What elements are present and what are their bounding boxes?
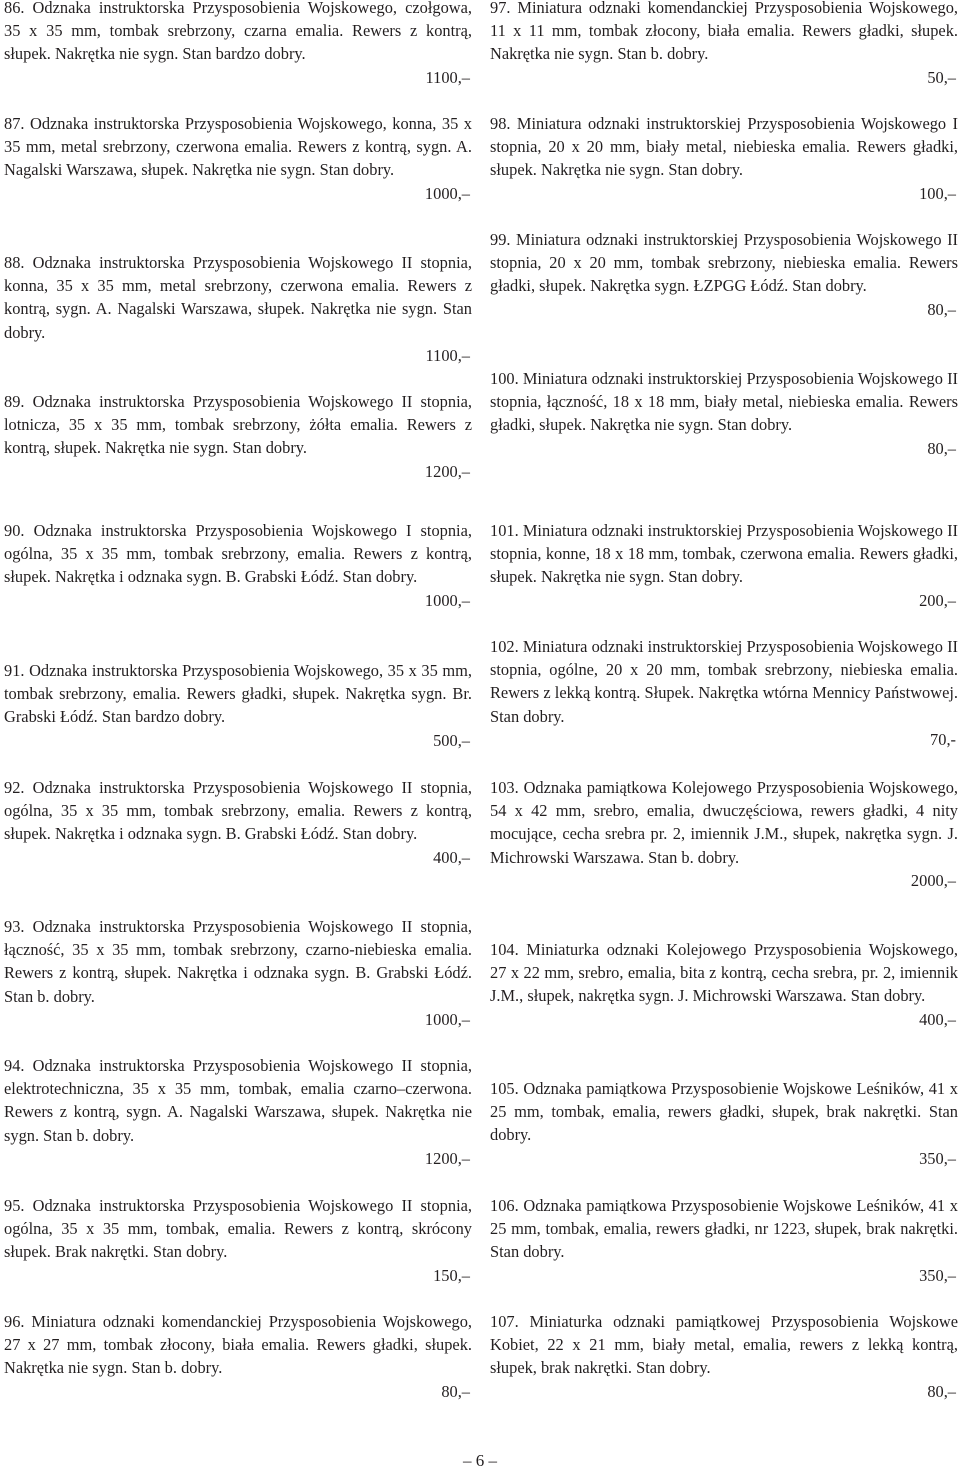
entry-description: 91. Odznaka instruktorska Przysposobienia Wojskowego, 35 x 35 mm, tombak srebrzony, emalia. Rewers gładki, słupek. Nakrętka sygn. Br. Grabski Łódź. Stan bardzo dobry.: [4, 661, 472, 727]
entry-price: 1100,–: [425, 345, 470, 365]
entry-price: 1200,–: [424, 1148, 470, 1168]
entry-description: 107. Miniaturka odznaki pamiątkowej Przysposobienia Wojskowe Kobiet, 22 x 21 mm, biały metal, emalia, rewers z lekką kontrą, słupek, brak nakrętki. Stan dobry.: [490, 1312, 958, 1378]
catalog-entry-95: [4, 1194, 472, 1287]
page-number: – 6 –: [463, 1451, 497, 1470]
catalog-entry-102: [490, 635, 958, 751]
catalog-entry-104: [490, 938, 958, 1031]
entry-description: 98. Miniatura odznaki instruktorskiej Przysposobienia Wojskowego I stopnia, 20 x 20 mm, biały metal, niebieska emalia. Rewers gładki, słupek. Nakrętka nie sygn. Stan dobry.: [490, 114, 958, 180]
entry-price: 350,–: [919, 1148, 956, 1168]
entry-description: 100. Miniatura odznaki instruktorskiej Przysposobienia Wojskowego II stopnia, łączność, 18 x 18 mm, biały metal, niebieska emalia. Rewers gładki, słupek. Nakrętka nie sygn. Stan dobry.: [490, 369, 958, 435]
entry-price: 400,–: [919, 1009, 956, 1029]
catalog-entry-93: [4, 915, 472, 1031]
entry-price: 400,–: [433, 847, 470, 867]
entry-price: 1200,–: [424, 461, 470, 481]
entry-description: 106. Odznaka pamiątkowa Przysposobienie Wojskowe Leśników, 41 x 25 mm, tombak, emalia, rewers gładki, nr 1223, słupek, brak nakrętki. Stan dobry.: [490, 1196, 958, 1262]
entry-price: 500,–: [433, 730, 470, 750]
entry-description: 104. Miniaturka odznaki Kolejowego Przysposobienia Wojskowego, 27 x 22 mm, srebro, emalia, bita z kontrą, cecha srebra, pr. 2, imiennik J.M., słupek, nakrętka sygn. J. Michrowski Warszawa. Stan dobry.: [490, 940, 958, 1006]
entry-description: 89. Odznaka instruktorska Przysposobienia Wojskowego II stopnia, lotnicza, 35 x 35 mm, tombak srebrzony, żółta emalia. Rewers z kontrą, słupek. Nakrętka nie sygn. Stan dobry.: [4, 392, 472, 458]
catalog-entry-91: [4, 659, 472, 752]
catalog-entry-87: [4, 112, 472, 205]
catalog-entry-89: [4, 390, 472, 483]
entry-price: 80,–: [927, 1381, 956, 1401]
entry-price: 2000,–: [910, 870, 956, 890]
entry-description: 95. Odznaka instruktorska Przysposobienia Wojskowego II stopnia, ogólna, 35 x 35 mm, tombak, emalia. Rewers z kontrą, skrócony słupek. Brak nakrętki. Stan dobry.: [4, 1196, 472, 1262]
entry-price: 1000,–: [424, 1009, 470, 1029]
entry-price: 50,–: [927, 67, 956, 87]
entry-price: 1100,–: [425, 67, 470, 87]
entry-description: 93. Odznaka instruktorska Przysposobienia Wojskowego II stopnia, łączność, 35 x 35 mm, tombak srebrzony, czarno-niebieska emalia. Rewers z kontrą, słupek. Nakrętka i odznaka sygn. B. Grabski Łódź. Stan b. dobry.: [4, 917, 472, 1006]
entry-description: 101. Miniatura odznaki instruktorskiej Przysposobienia Wojskowego II stopnia, konne, 18 x 18 mm, tombak, czerwona emalia. Rewers gładki, słupek. Nakrętka nie sygn. Stan dobry.: [490, 521, 958, 587]
entry-price: 150,–: [433, 1265, 470, 1285]
entry-price: 200,–: [919, 590, 956, 610]
catalog-entry-103: [490, 776, 958, 892]
entry-description: 86. Odznaka instruktorska Przysposobienia Wojskowego, czołgowa, 35 x 35 mm, tombak srebrzony, czarna emalia. Rewers z kontrą, słupek. Nakrętka nie sygn. Stan bardzo dobry.: [4, 0, 472, 64]
catalog-entry-96: [4, 1310, 472, 1403]
entry-price: 1000,–: [424, 183, 470, 203]
catalog-entry-107: [490, 1310, 958, 1403]
entry-price: 1000,–: [424, 590, 470, 610]
entry-description: 96. Miniatura odznaki komendanckiej Przysposobienia Wojskowego, 27 x 27 mm, tombak złocony, biała emalia. Rewers gładki, słupek. Nakrętka nie sygn. Stan b. dobry.: [4, 1312, 472, 1378]
catalog-entry-101: [490, 519, 958, 612]
entry-price: 70,-: [930, 729, 956, 749]
entry-description: 88. Odznaka instruktorska Przysposobienia Wojskowego II stopnia, konna, 35 x 35 mm, metal srebrzony, czerwona emalia. Rewers z kontrą, sygn. A. Nagalski Warszawa, słupek. Nakrętka nie sygn. Stan dobry.: [4, 253, 472, 342]
entry-description: 102. Miniatura odznaki instruktorskiej Przysposobienia Wojskowego II stopnia, ogólne, 20 x 20 mm, tombak srebrzony, niebieska emalia. Rewers z lekką kontrą. Słupek. Nakrętka wtórna Mennicy Państwowej. Stan dobry.: [490, 637, 958, 726]
entry-description: 94. Odznaka instruktorska Przysposobienia Wojskowego II stopnia, elektrotechniczna, 35 x 35 mm, tombak, emalia czarno–czerwona. Rewers z kontrą, sygn. A. Nagalski Warszawa, słupek. Nakrętka nie sygn. Stan b. dobry.: [4, 1056, 472, 1145]
entry-description: 87. Odznaka instruktorska Przysposobienia Wojskowego, konna, 35 x 35 mm, metal srebrzony, czerwona emalia. Rewers z kontrą, sygn. A. Nagalski Warszawa, słupek. Nakrętka nie sygn. Stan dobry.: [4, 114, 472, 180]
catalog-entry-94: [4, 1054, 472, 1170]
entry-description: 105. Odznaka pamiątkowa Przysposobienie Wojskowe Leśników, 41 x 25 mm, tombak, emalia, rewers gładki, słupek, brak nakrętki. Stan dobry.: [490, 1079, 958, 1145]
entry-price: 350,–: [919, 1265, 956, 1285]
entry-price: 80,–: [441, 1381, 470, 1401]
catalog-entry-105: [490, 1077, 958, 1170]
catalog-entry-99: [490, 228, 958, 321]
entry-description: 92. Odznaka instruktorska Przysposobienia Wojskowego II stopnia, ogólna, 35 x 35 mm, tombak srebrzony, emalia. Rewers z kontrą, słupek. Nakrętka i odznaka sygn. B. Grabski Łódź. Stan dobry.: [4, 778, 472, 844]
entry-description: 99. Miniatura odznaki instruktorskiej Przysposobienia Wojskowego II stopnia, 20 x 20 mm, tombak srebrzony, niebieska emalia. Rewers gładki, słupek. Nakrętka sygn. ŁZPGG Łódź. Stan dobry.: [490, 230, 958, 296]
entry-price: 100,–: [919, 183, 956, 203]
entry-description: 103. Odznaka pamiątkowa Kolejowego Przysposobienia Wojskowego, 54 x 42 mm, srebro, emalia, dwuczęściowa, rewers gładki, 4 nity mocujące, cecha srebra pr. 2, imiennik J.M., słupek, nakrętka sygn. J. Michrowski Warszawa. Stan b. dobry.: [490, 778, 958, 867]
entry-price: 80,–: [927, 299, 956, 319]
catalog-entry-100: [490, 367, 958, 460]
catalog-entry-98: [490, 112, 958, 205]
catalog-entry-92: [4, 776, 472, 869]
entry-price: 80,–: [927, 438, 956, 458]
catalog-entry-97: [490, 0, 958, 89]
catalog-entry-86: [4, 0, 472, 89]
entry-description: 90. Odznaka instruktorska Przysposobienia Wojskowego I stopnia, ogólna, 35 x 35 mm, tombak srebrzony, emalia. Rewers z kontrą, słupek. Nakrętka i odznaka sygn. B. Grabski Łódź. Stan dobry.: [4, 521, 472, 587]
catalog-entry-106: [490, 1194, 958, 1287]
catalog-entry-88: [4, 251, 472, 367]
entry-description: 97. Miniatura odznaki komendanckiej Przysposobienia Wojskowego, 11 x 11 mm, tombak złocony, biała emalia. Rewers gładki, słupek. Nakrętka nie sygn. Stan b. dobry.: [490, 0, 958, 64]
catalog-entry-90: [4, 519, 472, 612]
